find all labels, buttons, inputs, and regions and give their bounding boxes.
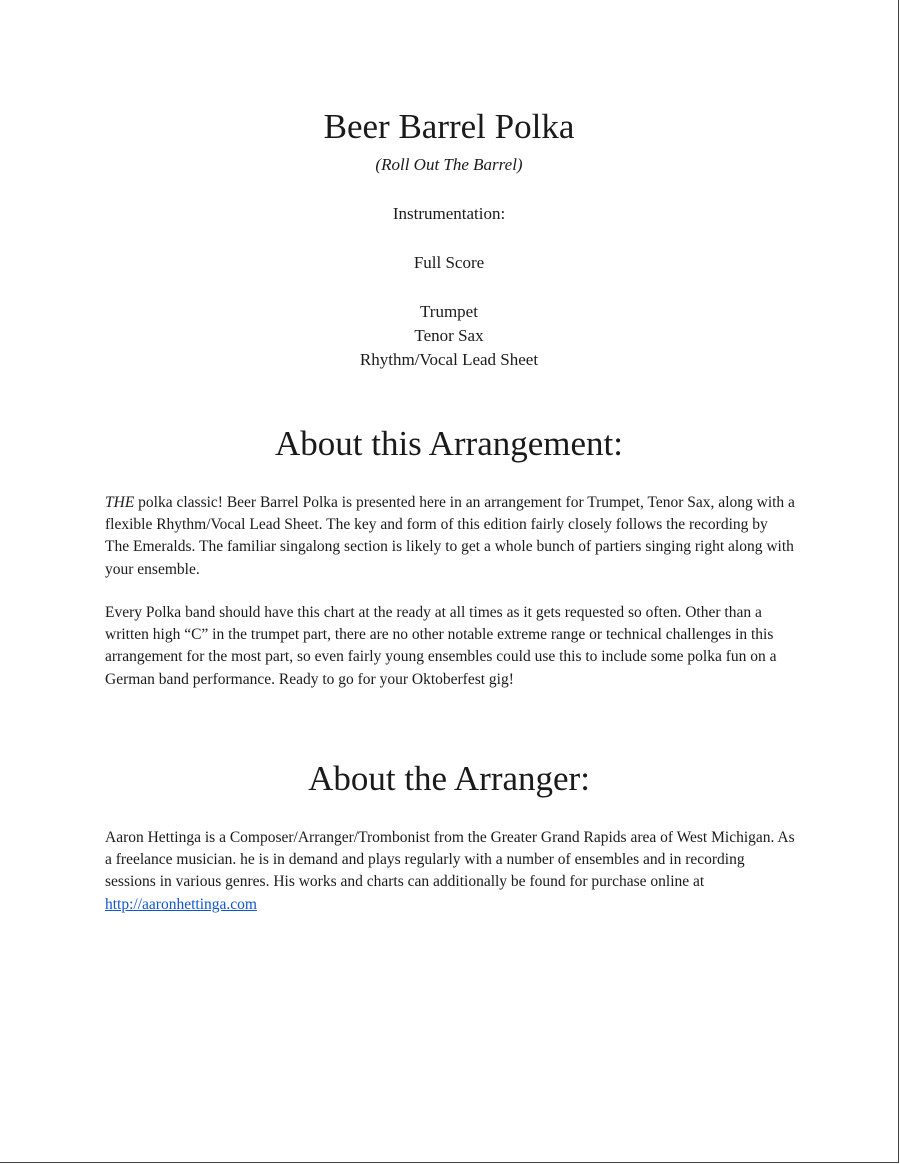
paragraph-text: Aaron Hettinga is a Composer/Arranger/Trombonist from the Greater Grand Rapids area of West Michigan. As a freelance musician. he is in demand and plays regularly with a number of ensembles and in recording sessions in various genres. His works and charts can additionally be found for purchase online at [105,829,795,891]
paragraph-text: polka classic! Beer Barrel Polka is presented here in an arrangement for Trumpet, Tenor Sax, along with a flexible Rhythm/Vocal Lead Sheet. The key and form of this edition fairly closely follows the recording by The Emeralds. The familiar singalong section is likely to get a whole bunch of partiers singing right along with your ensemble. [105,494,795,578]
part-item: Rhythm/Vocal Lead Sheet [359,350,539,369]
about-arrangement-heading: About this Arrangement: [274,424,623,463]
about-arranger-heading: About the Arranger: [308,759,590,798]
part-item: Tenor Sax [414,326,484,345]
page-title: Beer Barrel Polka [323,107,575,146]
subtitle: (Roll Out The Barrel) [375,155,523,174]
full-score-label: Full Score [413,253,485,272]
arrangement-paragraph-1 [105,492,795,581]
arrangement-paragraph-2: Every Polka band should have this chart at the ready at all times as it gets requested so often. Other than a written high “C” in the trumpet part, there are no other notable extreme range or technical challenges in this arrangement for the most part, so even fairly young ensembles could use this to include some polka fun on a German band performance. Ready to go for your Oktoberfest gig! [105,604,777,688]
website-link[interactable]: http://aaronhettinga.com [105,895,257,913]
parts-list [0,300,898,372]
part-item: Trumpet [420,302,478,321]
arranger-paragraph [105,827,795,916]
emphasis-text: THE [105,494,135,511]
instrumentation-label: Instrumentation: [392,204,506,223]
